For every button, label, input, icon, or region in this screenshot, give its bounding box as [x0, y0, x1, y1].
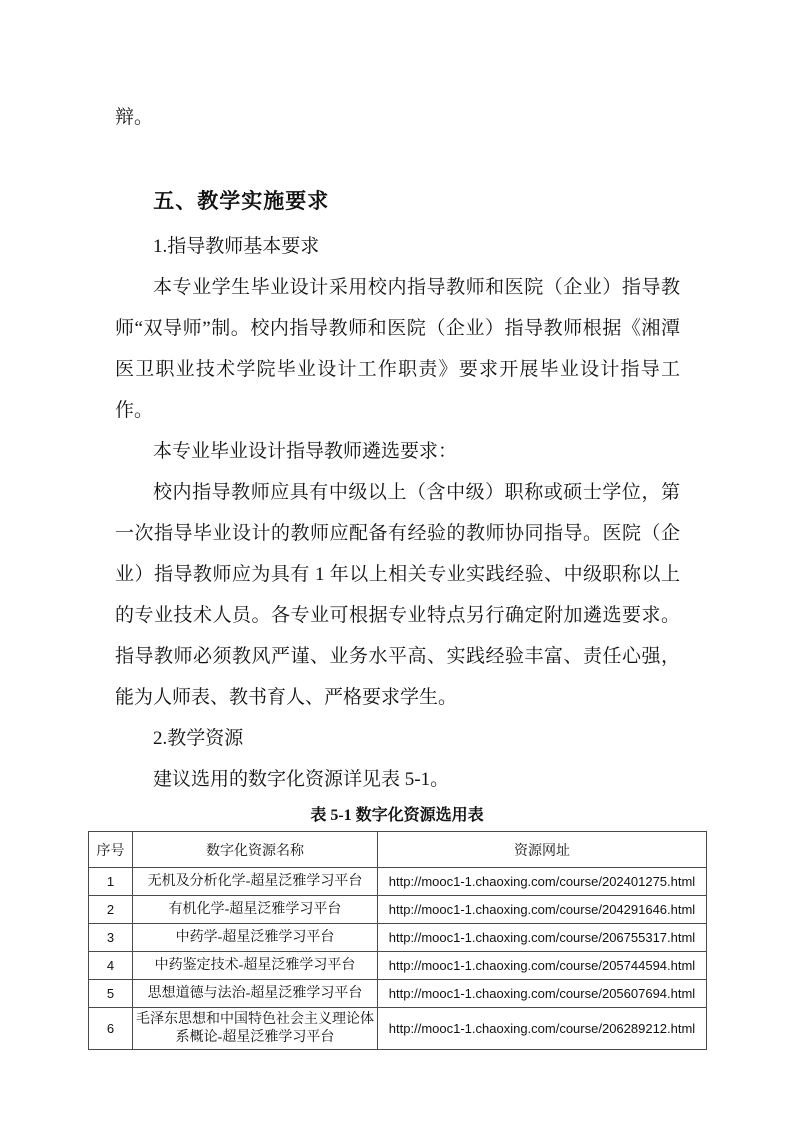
table-row [89, 924, 707, 952]
paragraph-resource-intro: 建议选用的数字化资源详见表 5-1。 [153, 769, 450, 790]
table-header-row [89, 832, 707, 868]
cell-resource-name: 思想道德与法治-超星泛雅学习平台 [133, 980, 378, 1008]
cell-resource-name: 中药鉴定技术-超星泛雅学习平台 [133, 952, 378, 980]
cell-index: 3 [89, 924, 133, 952]
continuation-paragraph: 辩。 [115, 107, 154, 128]
table-row [89, 1008, 707, 1050]
table-row [89, 896, 707, 924]
cell-resource-name: 无机及分析化学-超星泛雅学习平台 [133, 868, 378, 896]
cell-index: 6 [89, 1008, 133, 1050]
resource-table-block [88, 804, 706, 1050]
cell-index: 5 [89, 980, 133, 1008]
cell-index: 1 [89, 868, 133, 896]
resource-table [88, 831, 707, 1050]
header-cell-url: 资源网址 [378, 832, 707, 868]
header-cell-name: 数字化资源名称 [133, 832, 378, 868]
table-row [89, 952, 707, 980]
cell-resource-url: http://mooc1-1.chaoxing.com/course/206289212.html [378, 1008, 707, 1050]
cell-resource-url: http://mooc1-1.chaoxing.com/course/205607694.html [378, 980, 707, 1008]
table-row [89, 868, 707, 896]
cell-resource-url: http://mooc1-1.chaoxing.com/course/202401275.html [378, 868, 707, 896]
table-caption: 表 5-1 数字化资源选用表 [310, 807, 484, 824]
paragraph-selection-intro: 本专业毕业设计指导教师遴选要求： [153, 441, 458, 462]
cell-resource-url: http://mooc1-1.chaoxing.com/course/205744594.html [378, 952, 707, 980]
table-row [89, 980, 707, 1008]
cell-resource-url: http://mooc1-1.chaoxing.com/course/204291646.html [378, 896, 707, 924]
paragraph-selection-requirements: 校内指导教师应具有中级以上（含中级）职称或硕士学位，第一次指导毕业设计的教师应配备有经验的教师协同指导。医院（企业）指导教师应为具有 1 年以上相关专业实践经验、中级职称以上的专业技术人员。各专业可根据专业特点另行确定附加遴选要求。指导教师必须教风严谨、业务水平高、实践经验丰富、责任心强，能为人师表、教书育人、严格要求学生。 [115, 482, 680, 708]
cell-resource-name: 毛泽东思想和中国特色社会主义理论体系概论-超星泛雅学习平台 [133, 1008, 378, 1050]
cell-resource-name: 有机化学-超星泛雅学习平台 [133, 896, 378, 924]
subsection-1-title: 1.指导教师基本要求 [153, 236, 320, 257]
paragraph-supervisor-system: 本专业学生毕业设计采用校内指导教师和医院（企业）指导教师“双导师”制。校内指导教师和医院（企业）指导教师根据《湘潭医卫职业技术学院毕业设计工作职责》要求开展毕业设计指导工作。 [115, 277, 680, 421]
cell-index: 4 [89, 952, 133, 980]
subsection-2-title: 2.教学资源 [153, 728, 244, 749]
header-cell-index: 序号 [89, 832, 133, 868]
section-heading: 五、教学实施要求 [153, 189, 330, 213]
cell-index: 2 [89, 896, 133, 924]
cell-resource-name: 中药学-超星泛雅学习平台 [133, 924, 378, 952]
cell-resource-url: http://mooc1-1.chaoxing.com/course/206755317.html [378, 924, 707, 952]
